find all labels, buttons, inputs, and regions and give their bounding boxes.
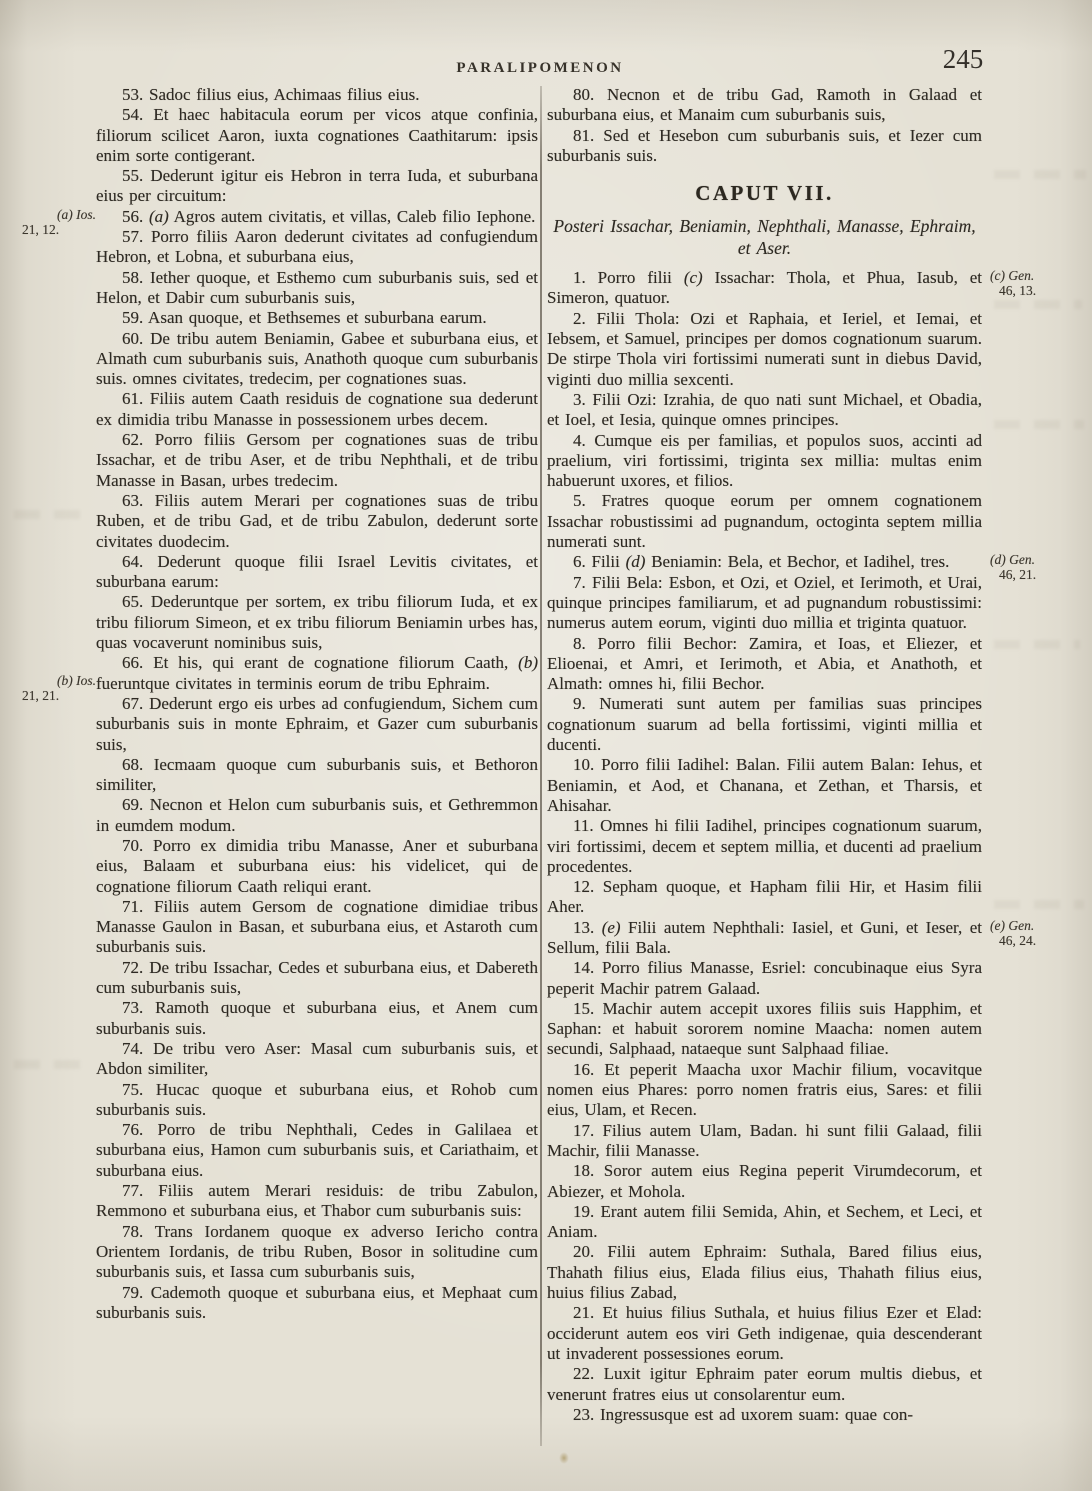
running-header: PARALIPOMENON: [456, 60, 624, 76]
verse: 64. Dederunt quoque filii Israel Levitis civitates, et suburbana earum:: [96, 551, 538, 592]
show-through-ghost: [994, 170, 1086, 179]
page-number: 245: [942, 44, 984, 74]
verse: 8. Porro filii Bechor: Zamira, et Ioas, et Eliezer, et Elioenai, et Amri, et Ierimoth, et Abia, et Anathoth, et Almath: omnes hi, filii Bechor.: [547, 633, 982, 694]
verse: 6. Filii (d) Beniamin: Bela, et Bechor, et Iadihel, tres.: [573, 552, 950, 572]
verse: 7. Filii Bela: Esbon, et Ozi, et Oziel, et Ierimoth, et Urai, quinque principes familiarum, et ad pugnandum robustissimi: numerus autem eorum, viginti duo millia et triginta quatuor.: [547, 572, 982, 633]
verse: 72. De tribu Issachar, Cedes et suburbana eius, et Dabereth cum suburbanis suis,: [96, 957, 538, 998]
margin-note-label: (d) Gen.: [990, 552, 1035, 567]
margin-note-label: (a) Ios.: [57, 207, 96, 222]
margin-note: [990, 552, 1082, 582]
margin-note-label: (c) Gen.: [990, 268, 1035, 283]
verse: 22. Luxit igitur Ephraim pater eorum multis diebus, et venerunt fratres eius ut consolarentur eum.: [547, 1364, 982, 1404]
verse: 70. Porro ex dimidia tribu Manasse, Aner et suburbana eius, Balaam et suburbana eius: his videlicet, qui de cognatione filiorum Caath reliqui erant.: [96, 835, 538, 896]
margin-note: [990, 918, 1082, 948]
verse: 21. Et huius filius Suthala, et huius filius Ezer et Elad: occiderunt autem eos viri Geth indigenae, quia descenderant ut invaderent possessiones eorum.: [547, 1303, 982, 1363]
chapter-argument: Posteri Issachar, Beniamin, Nephthali, Manasse, Ephraim, et Aser.: [553, 216, 976, 259]
verse: 4. Cumque eis per familias, et populos suos, accinti ad praelium, viri fortissimi, triginta sex millia: multas enim habuerunt uxores, et filios.: [547, 430, 982, 491]
verse: 71. Filiis autem Gersom de cognatione dimidiae tribus Manasse Gaulon in Basan, et suburbana eius, et Astaroth cum suburbanis suis.: [96, 896, 538, 957]
verse: 77. Filiis autem Merari residuis: de tribu Zabulon, Remmono et suburbana eius, et Thabor cum suburbanis suis:: [96, 1181, 538, 1221]
verse: 20. Filii autem Ephraim: Suthala, Bared filius eius, Thahath filius eius, Elada filius eius, Thahath filius eius, huius filius Zabad,: [547, 1242, 982, 1303]
verse: 3. Filii Ozi: Izrahia, de quo nati sunt Michael, et Obadia, et Ioel, et Iesia, quinque omnes principes.: [547, 389, 982, 430]
show-through-ghost: [994, 300, 1082, 309]
verse: 67. Dederunt ergo eis urbes ad confugiendum, Sichem cum suburbanis suis in monte Ephraim, et Gazer cum suburbanis suis,: [96, 693, 538, 754]
margin-note: [990, 268, 1082, 298]
verse: 78. Trans Iordanem quoque ex adverso Iericho contra Orientem Iordanis, de tribu Ruben, Bosor in solitudine cum suburbanis suis, et Iassa cum suburbanis suis,: [96, 1221, 538, 1282]
show-through-ghost: [14, 1060, 84, 1069]
verse: 10. Porro filii Iadihel: Balan. Filii autem Balan: Iehus, et Beniamin, et Aod, et Chanana, et Zethan, et Tharsis, et Ahisahar.: [547, 755, 982, 815]
verse: 75. Hucac quoque et suburbana eius, et Rohob cum suburbanis suis.: [96, 1079, 538, 1119]
margin-note-label: (e) Gen.: [990, 918, 1035, 933]
verse: 19. Erant autem filii Semida, Ahin, et Sechem, et Leci, et Aniam.: [547, 1201, 982, 1242]
verse: 63. Filiis autem Merari per cognationes suas de tribu Ruben, et de tribu Gad, et de tribu Zabulon, dederunt sorte civitates duodecim.: [96, 490, 538, 551]
verse: 76. Porro de tribu Nephthali, Cedes in Galilaea et suburbana eius, Hamon cum suburbanis suis, et Cariathaim, et suburbana eius.: [96, 1120, 538, 1180]
margin-note-ref: 21, 21.: [22, 688, 60, 704]
verse: 81. Sed et Hesebon cum suburbanis suis, et Iezer cum suburbanis suis.: [547, 125, 982, 165]
margin-note-ref: 46, 21.: [999, 567, 1037, 582]
verse: 69. Necnon et Helon cum suburbanis suis, et Gethremmon in eumdem modum.: [96, 795, 538, 835]
margin-note-ref: 46, 24.: [999, 933, 1037, 948]
column-divider-rule: [540, 86, 542, 1446]
chapter-heading: CAPUT VII.: [695, 181, 834, 206]
verse: 23. Ingressusque est ad uxorem suam: quae con-: [573, 1404, 914, 1424]
show-through-ghost: [994, 640, 1080, 649]
verse: 1. Porro filii (c) Issachar: Thola, et Phua, Iasub, et Simeron, quatuor.: [547, 268, 982, 308]
verse: 2. Filii Thola: Ozi et Raphaia, et Ieriel, et Iemai, et Iebsem, et Samuel, principes per domos cognationum suarum. De stirpe Thola viri fortissimi numerati sunt in diebus David, viginti duo millia sexcenti.: [547, 308, 982, 389]
verse: 54. Et haec habitacula eorum per vicos atque confinia, filiorum scilicet Aaron, iuxta cognationes Caathitarum: ipsis enim sorte contigerant.: [96, 105, 538, 165]
left-column: [96, 85, 538, 1323]
margin-note-label: (b) Ios.: [57, 673, 96, 689]
show-through-ghost: [14, 510, 84, 519]
verse: 18. Soror autem eius Regina peperit Virumdecorum, et Abiezer, et Mohola.: [547, 1161, 982, 1201]
verse: 56. (a) Agros autem civitatis, et villas, Caleb filio Iephone.: [122, 206, 536, 226]
verse: 53. Sadoc filius eius, Achimaas filius eius.: [122, 85, 420, 104]
verse: 68. Iecmaam quoque cum suburbanis suis, et Bethoron similiter,: [96, 754, 538, 795]
verse: 74. De tribu vero Aser: Masal cum suburbanis suis, et Abdon similiter,: [96, 1038, 538, 1079]
verse: 62. Porro filiis Gersom per cognationes suas de tribu Issachar, et de tribu Aser, et de tribu Nephthali, et de tribu Manasse in Basan, urbes tredecim.: [96, 430, 538, 490]
margin-note-ref: 21, 12.: [22, 222, 60, 237]
verse: 80. Necnon et de tribu Gad, Ramoth in Galaad et suburbana eius, et Manaim cum suburbanis suis,: [547, 85, 982, 125]
verse: 11. Omnes hi filii Iadihel, principes cognationum suarum, viri fortissimi, decem et septem millia, et ducenti ad praelium procedentes.: [547, 816, 982, 876]
verse: 73. Ramoth quoque et suburbana eius, et Anem cum suburbanis suis.: [96, 998, 538, 1038]
verse: 15. Machir autem accepit uxores filiis suis Happhim, et Saphan: et habuit sororem nomine Maacha: nomen autem secundi, Salphaad, nataeque sunt Salphaad filiae.: [547, 998, 982, 1059]
show-through-ghost: [994, 420, 1084, 429]
verse: 58. Iether quoque, et Esthemo cum suburbanis suis, sed et Helon, et Dabir cum suburbanis suis,: [96, 267, 538, 307]
margin-note: [18, 207, 96, 237]
verse: 60. De tribu autem Beniamin, Gabee et suburbana eius, et Almath cum suburbanis suis, Anathoth quoque cum suburbanis suis. omnes civitates, tredecim, per cognationes suas.: [96, 328, 538, 389]
ink-speck: [559, 1452, 569, 1464]
verse: 65. Dederuntque per sortem, ex tribu filiorum Iuda, et ex tribu filiorum Simeon, et ex tribu filiorum Beniamin urbes has, quas vocaverunt nominibus suis,: [96, 592, 538, 653]
verse: 16. Et peperit Maacha uxor Machir filium, vocavitque nomen eius Phares: porro nomen fratris eius, Sares: et filii eius, Ulam, et Recen.: [547, 1059, 982, 1120]
verse: 14. Porro filius Manasse, Esriel: concubinaque eius Syra peperit Machir patrem Galaad.: [547, 958, 982, 998]
verse: 79. Cademoth quoque et suburbana eius, et Mephaat cum suburbanis suis.: [96, 1282, 538, 1322]
show-through-ghost: [994, 900, 1084, 909]
verse: 61. Filiis autem Caath residuis de cognatione sua dederunt ex dimidia tribu Manasse in possessionem urbes decem.: [96, 389, 538, 429]
verse: 5. Fratres quoque eorum per omnem cognationem Issachar robustissimi ad pugnandum, octoginta septem millia numerati sunt.: [547, 491, 982, 552]
verse: 9. Numerati sunt autem per familias suas principes cognationum suarum ad bella fortissimi, viginti millia et ducenti.: [547, 694, 982, 755]
verse: 59. Asan quoque, et Bethsemes et suburbana earum.: [122, 308, 487, 328]
verse: 17. Filius autem Ulam, Badan. hi sunt filii Galaad, filii Machir, filii Manasse.: [547, 1120, 982, 1160]
margin-note: [18, 673, 96, 703]
verse: 55. Dederunt igitur eis Hebron in terra Iuda, et suburbana eius per circuitum:: [96, 166, 538, 206]
right-column: [547, 85, 982, 1425]
verse: 12. Sepham quoque, et Hapham filii Hir, et Hasim filii Aher.: [547, 877, 982, 917]
verse: 13. (e) Filii autem Nephthali: Iasiel, et Guni, et Ieser, et Sellum, filii Bala.: [547, 917, 982, 957]
verse: 57. Porro filiis Aaron dederunt civitates ad confugiendum Hebron, et Lobna, et suburbana eius,: [96, 227, 538, 267]
verse: 66. Et his, qui erant de cognatione filiorum Caath, (b) fueruntque civitates in terminis eorum de tribu Ephraim.: [96, 653, 538, 693]
margin-note-ref: 46, 13.: [999, 283, 1037, 298]
